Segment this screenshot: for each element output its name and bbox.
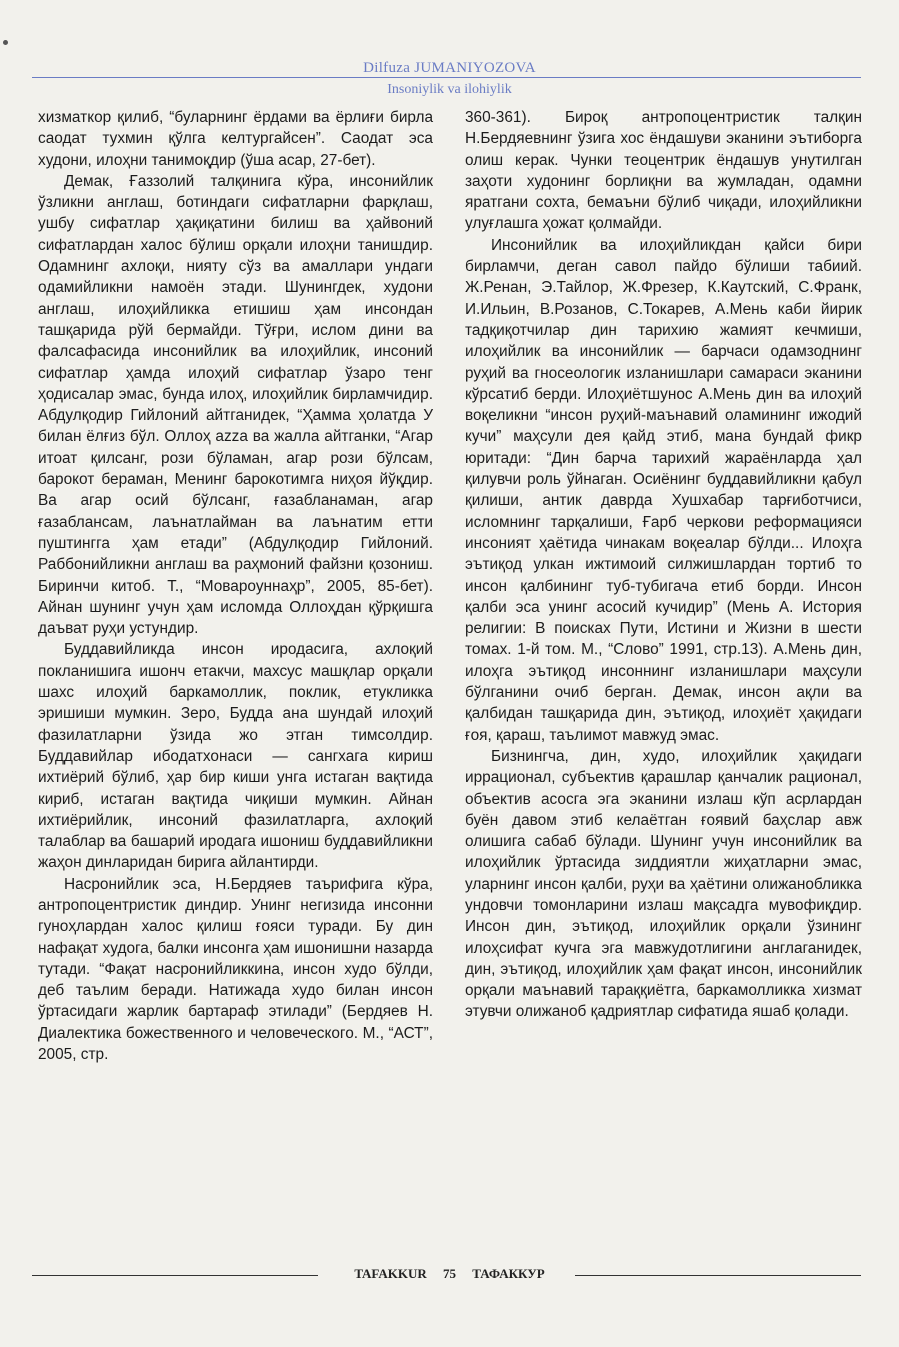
right-column	[465, 107, 862, 1023]
paragraph: Демак, Ғаззолий талқинига кўра, инсонийлик ўзликни англаш, ботиндаги сифатларни фарқлаш, ушбу сифатлар ҳақиқатини билиш ва ҳайвоний сифатлардан халос бўлиш орқали илоҳни танишдир. Одамнинг ахлоқи, нияту сўз ва амаллари ундаги одамийликни намоён этади. Шунингдек, худони англаш, илоҳийликка етишиш ҳам инсондан ташқарида рўй бермайди. Тўғри, ислом дини ва фалсафасида инсонийлик ва илоҳийлик, инсоний сифатлар ҳамда илоҳий сифатлар ўзаро тенг ҳодисалар эмас, бунда илоҳ, илоҳийлик бирламчидир. Абдулқодир Гийлоний айтганидек, “Ҳамма ҳолатда У билан ёлғиз бўл. Оллоҳ azza ва жалла айтганки, “Агар итоат қилсанг, рози бўламан, агар рози бўлсам, барокот бераман, Менинг барокотимга ниҳоя йўқдир. Ва агар осий бўлсанг, ғазабланаман, агар ғазаблансам, лаънатлайман ва лаънатим етти пуштингга ҳам етади” (Абдулқодир Гийлоний. Раббонийликни англаш ва раҳмоний файзни қозониш. Биринчи китоб. Т., “Мовароуннаҳр”, 2005, 85-бет). Айнан шунинг учун ҳам исломда Оллоҳдан қўрқишга даъват руҳи устундир.	[38, 172, 433, 638]
running-header	[0, 60, 899, 99]
paragraph: 360-361). Бироқ антропоцентристик талқин Н.Бердяевнинг ўзига хос ёндашуви эканини эътиборга олиш керак. Чунки теоцентрик ёндашув унутилган заҳоти худонинг борлиқни ва жумладан, одамни яратгани сохта, бемаъни бўлиб чиқади, илоҳийликни улуғлашга ҳожат қолмайди.	[465, 109, 862, 233]
header-author: Dilfuza JUMANIYOZOVA	[363, 60, 536, 76]
paragraph: Насронийлик эса, Н.Бердяев таърифига кўра, антропоцентристик диндир. Унинг негизида инсонни гуноҳлардан халос қилиш ғояси туради. Бу дин нафақат худога, балки инсонга ҳам ишонишни назарда тутади. “Фақат насронийликкина, инсон худо бўлди, деб таълим беради. Натижада худо билан инсон ўртасидаги жарлик бартараф этилади” (Бердяев Н. Диалектика божественного и человеческого. М., “АСТ”, 2005, стр.	[38, 875, 433, 1064]
header-rule	[32, 77, 861, 78]
footer-journal-cyrillic: ТАФАККУР	[472, 1266, 545, 1281]
page-footer	[0, 1266, 899, 1282]
page-number: 75	[443, 1266, 457, 1281]
header-title: Insoniylik va ilohiylik	[387, 82, 512, 97]
paragraph: хизматкор қилиб, “буларнинг ёрдами ва ёрлиғи бирла саодат тухмин қўлга келтургайсен”. Саодат эса худони, илоҳни танимоқдир (ўша асар, 27-бет).	[38, 109, 433, 169]
scan-dot	[3, 40, 8, 45]
left-column	[38, 107, 433, 1065]
footer-journal-latin: TAFAKKUR	[354, 1266, 427, 1281]
paragraph: Инсонийлик ва илоҳийликдан қайси бири бирламчи, деган савол пайдо бўлиши табиий. Ж.Ренан, Э.Тайлор, Ж.Фрезер, К.Каутский, С.Франк, И.Ильин, В.Розанов, С.Токарев, А.Мень каби йирик тадқиқотчилар дин тарихию жамият кечмиши, илоҳийлик ва инсонийлик — барчаси одамзоднинг руҳий ва гносеологик изланишлари самараси эканини кўрсатиб берди. Илоҳиётшунос А.Мень дин ва илоҳий воқеликни “инсон руҳий-маънавий оламининг ижодий кучи” маҳсули дея қайд этиб, мана бундай фикр юритади: “Дин барча тарихий жараёнларда ҳал қилувчи роль ўйнаган. Осиёнинг буддавийликни қабул қилиши, антик даврда Хушхабар тарғиботчиси, исломнинг тарқалиши, Ғарб черкови реформацияси инсоният ҳаётида чинакам воқеалар бўлди... Илоҳга эътиқод улкан ижтимоий силжишлардан тортиб то инсон қалбининг туб-тубигача етиб борди. Инсон қалби эса унинг асосий кучидир” (Мень А. История религии: В поисках Пути, Истини и Жизни в шести томах. 1-й том. М., “Слово” 1991, стр.13). А.Мень дин, илоҳга эътиқод инсоннинг изланишлари маҳсули бўлганини очиб берган. Демак, инсон ақли ва қалбидан ташқарида дин, эътиқод, илоҳиёт ҳақидаги ғоя, қараш, таълимот мавжуд эмас.	[465, 236, 862, 744]
paragraph: Буддавийликда инсон иродасига, ахлоқий покланишига ишонч етакчи, махсус машқлар орқали шахс илоҳий баркамоллик, поклик, етукликка эришиши мумкин. Зеро, Будда ана шундай илоҳий фазилатларни ўзида жо этган тимсолдир. Буддавийлар ибодатхонаси — сангхага кириш ихтиёрий бўлиб, ҳар бир киши унга истаган вақтида кириб, истаган вақтида чиқиши мумкин. Айнан ихтиёрийлик, инсоний фазилатларга, ахлоқий талаблар ва башарий иродага ишониш буддавийликни жаҳон динларидан бирига айлантирди.	[38, 641, 433, 872]
paragraph: Бизнингча, дин, худо, илоҳийлик ҳақидаги иррационал, субъектив қарашлар қанчалик рационал, объектив асосга эга эканини излаш кўп асрлардан буён давом этиб келаётган ғоявий баҳслар авж олишига сабаб бўлади. Шунинг учун инсонийлик ва илоҳийлик ўртасида зиддиятли жиҳатларни эмас, уларнинг инсон қалби, руҳи ва ҳаётини олижанобликка ундовчи томонларини излаш мақсадга мувофиқдир. Инсон дин, эътиқод, илоҳийлик орқали ўзининг илоҳсифат кучга эга мавжудотлигини англаганидек, дин, эътиқод, илоҳийлик ҳам фақат инсон, инсонийлик орқали маънавий тараққиётга, баркамолликка хизмат этувчи олижаноб қадриятлар сифатида яшаб қолади.	[465, 747, 862, 1021]
